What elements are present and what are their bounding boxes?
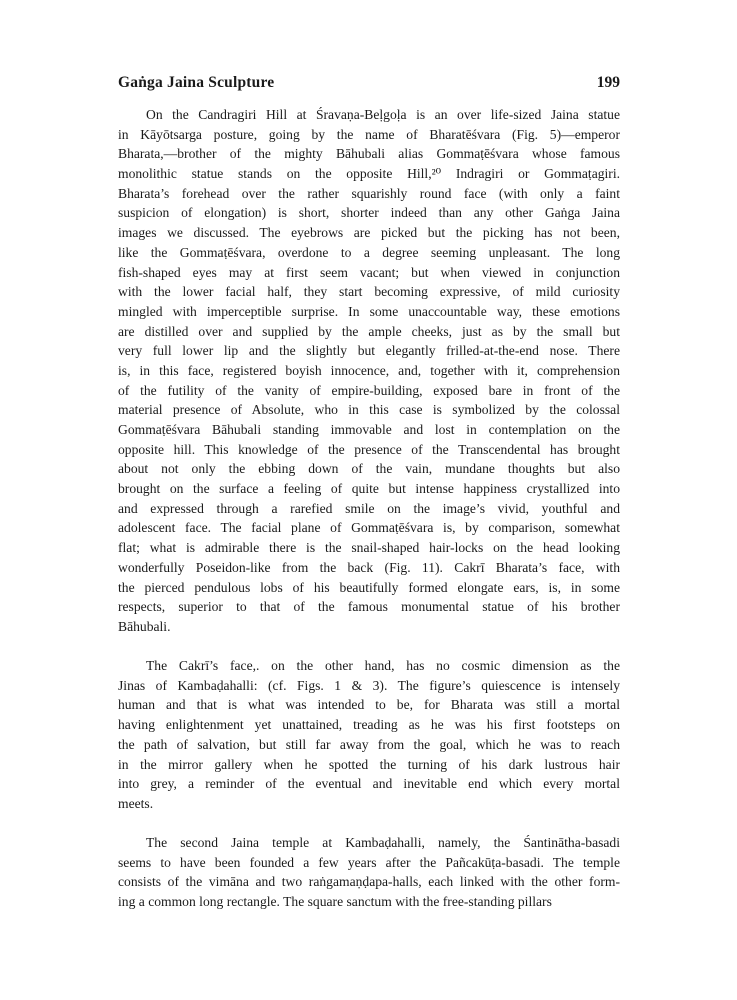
text-line: The second Jaina temple at Kambaḍahalli, namely, the Śantinātha-basadi bbox=[146, 835, 620, 851]
text-line: flat; what is admirable there is the snail-shaped hair-locks on the head looking bbox=[118, 540, 620, 556]
text-line: Bharata’s forehead over the rather squarishly round face (with only a faint bbox=[118, 185, 620, 201]
text-line: adolescent face. The facial plane of Gommaṭēśvara is, by comparison, somewhat bbox=[118, 520, 620, 536]
text-line: the pierced pendulous lobs of his beautifully formed elongate ears, is, in some bbox=[118, 579, 620, 595]
text-line: Gommaṭēśvara Bāhubali standing immovable and lost in contemplation on the bbox=[118, 422, 620, 437]
text-line: ing a common long rectangle. The square sanctum with the free-standing pillars bbox=[118, 894, 552, 910]
text-line: opposite hill. This knowledge of the presence of the Transcendental has brought bbox=[118, 441, 620, 457]
text-line: about not only the ebbing down of the vain, mundane thoughts but also bbox=[118, 461, 620, 477]
text-line: respects, superior to that of the famous monumental statue of his brother bbox=[118, 599, 620, 615]
text-line: Jinas of Kambaḍahalli: (cf. Figs. 1 & 3). The figure’s quiescence is intensely bbox=[118, 677, 620, 693]
text-line: On the Candragiri Hill at Śravaṇa-Beḷgoḷa is an over life-sized Jaina statue bbox=[146, 107, 620, 122]
text-line: suspicion of elongation) is short, shorter indeed than any other Gaṅga Jaina bbox=[118, 205, 620, 221]
text-line: seems to have been founded a few years after the Pañcakūṭa-basadi. The temple bbox=[118, 854, 620, 870]
paragraph-cakri-face bbox=[118, 656, 620, 814]
text-line: having enlightenment yet unattained, treading as he was his first footsteps on bbox=[118, 717, 620, 733]
page-number: 199 bbox=[596, 74, 620, 91]
paragraph-bharata-statue bbox=[118, 105, 620, 637]
text-line: in Kāyōtsarga posture, going by the name of Bharatēśvara (Fig. 5)—emperor bbox=[118, 126, 620, 142]
text-line: are distilled over and supplied by the ample cheeks, just as by the small but bbox=[118, 323, 620, 339]
text-line: mingled with imperceptible surprise. In some unaccountable way, these emotions bbox=[118, 303, 620, 319]
text-line: wonderfully Poseidon-like from the back (Fig. 11). Cakrī Bharata’s face, with bbox=[118, 559, 620, 575]
running-head: Gaṅga Jaina Sculpture bbox=[118, 74, 275, 91]
text-line: meets. bbox=[118, 795, 154, 811]
text-line: in the mirror gallery when he spotted the turning of his dark lustrous hair bbox=[118, 756, 620, 772]
text-line: material presence of Absolute, who in this case is symbolized by the colossal bbox=[118, 402, 620, 418]
text-line: Bharata,—brother of the mighty Bāhubali alias Gommaṭēśvara whose famous bbox=[118, 146, 620, 162]
text-line: into grey, a reminder of the eventual and inevitable end which every mortal bbox=[118, 776, 620, 792]
text-line: very full lower lip and the slightly but elegantly frilled-at-the-end nose. There bbox=[118, 343, 620, 359]
text-line: of the futility of the vanity of empire-building, exposed bare in front of the bbox=[118, 382, 620, 398]
text-line: images we discussed. The eyebrows are picked but the picking has not been, bbox=[118, 225, 620, 241]
text-line: is, in this face, registered boyish innocence, and, together with it, comprehension bbox=[118, 362, 620, 378]
paragraph-santinatha-basadi bbox=[118, 833, 620, 912]
text-line: fish-shaped eyes may at first seem vacant; but when viewed in conjunction bbox=[118, 264, 620, 280]
text-line: with the lower facial half, they start becoming expressive, of mild curiosity bbox=[118, 284, 620, 300]
text-line: brought on the surface a feeling of quite but intense happiness crystallized into bbox=[118, 481, 620, 497]
text-line: like the Gommaṭēśvara, overdone to a degree seeming unpleasant. The long bbox=[118, 244, 620, 260]
text-line: consists of the vimāna and two raṅgamaṇḍapa-halls, each linked with the other form- bbox=[118, 874, 620, 890]
text-line: monolithic statue stands on the opposite Hill,²⁰ Indragiri or Gommaṭagiri. bbox=[118, 166, 620, 182]
text-line: and expressed through a rarefied smile on the image’s vivid, youthful and bbox=[118, 500, 620, 516]
text-line: The Cakrī’s face,. on the other hand, has no cosmic dimension as the bbox=[146, 658, 620, 674]
body-text bbox=[118, 105, 620, 912]
page-header bbox=[118, 74, 620, 98]
text-line: the path of salvation, but still far away from the goal, which he was to reach bbox=[118, 736, 620, 752]
text-line: human and that is what was intended to be, for Bharata was still a mortal bbox=[118, 697, 620, 713]
text-line: Bāhubali. bbox=[118, 618, 171, 634]
